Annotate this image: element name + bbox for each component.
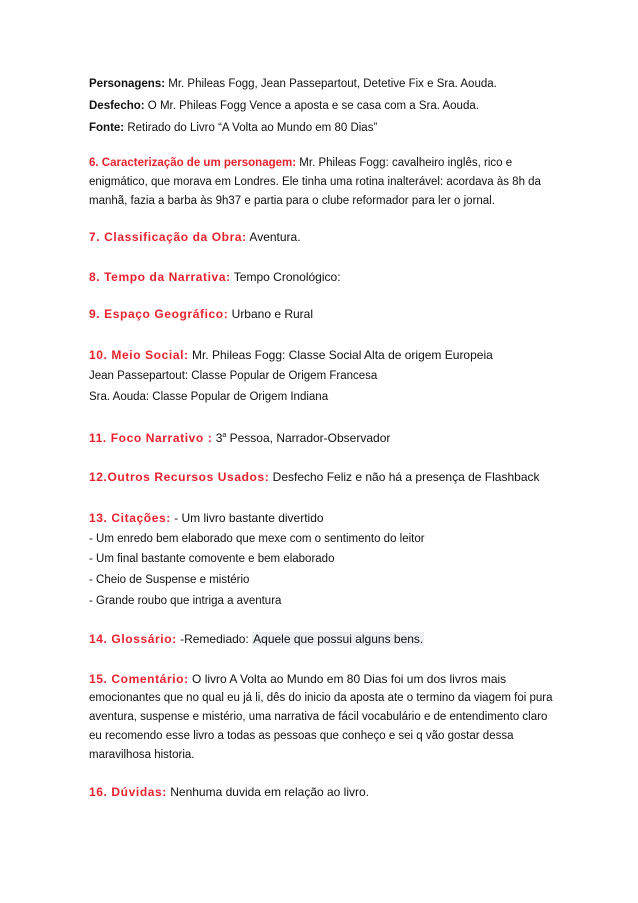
section-10-line-2: Jean Passepartout: Classe Popular de Origem Francesa [89,370,378,382]
section-13-heading: 13. Citações: [89,511,171,525]
section-6-heading: 6. Caracterização de um personagem: [89,157,297,169]
section-10-line-1 [89,348,493,363]
section-15-text: O livro A Volta ao Mundo em 80 Dias foi um dos livros mais [188,672,507,686]
section-14-heading: 14. Glossário: [89,632,177,646]
fonte-text: Retirado do Livro “A Volta ao Mundo em 80 Dias” [124,122,378,134]
section-11-line [89,428,390,446]
section-9-line [89,307,313,322]
section-14-text: -Remediado: [176,632,253,646]
section-8-line [89,270,341,285]
section-8-heading: 8. Tempo da Narrativa: [89,270,231,284]
section-15-line-5: maravilhosa historia. [89,749,195,761]
section-12-line [89,470,540,485]
section-16-line [89,785,369,800]
section-10-text: Mr. Phileas Fogg: Classe Social Alta de origem Europeia [188,348,493,362]
section-7-text: Aventura. [246,230,301,244]
section-14-highlight: Aquele que possui alguns bens. [253,632,424,646]
section-8-text: Tempo Cronológico: [230,270,341,284]
section-15-line-4: eu recomendo esse livro a todas as pessoas que conheço e sei q vão gostar dessa [89,730,514,742]
personagens-line [89,77,497,92]
section-6-line-2: enigmático, que morava em Londres. Ele tinha uma rotina inalterável: acordava às 8h da [89,176,541,188]
personagens-text: Mr. Phileas Fogg, Jean Passepartout, Detetive Fix e Sra. Aouda. [165,78,497,90]
section-15-line-2: emocionantes que no qual eu já li, dês do inicio da aposta ate o termino da viagem foi pura [89,692,553,704]
section-11-number: 3 [212,431,223,445]
section-13-line-1 [89,511,324,526]
section-11-text: Pessoa, Narrador-Observador [226,431,391,445]
personagens-label: Personagens: [89,78,166,90]
section-15-line-1 [89,672,506,687]
section-11-ordinal: a [222,432,227,439]
section-13-line-2: - Um enredo bem elaborado que mexe com o sentimento do leitor [89,533,425,545]
section-15-heading: 15. Comentário: [89,672,189,686]
section-6-line-3: manhã, fazia a barba às 9h37 e partia para o clube reformador para ler o jornal. [89,195,495,207]
section-13-line-3: - Um final bastante comovente e bem elaborado [89,553,335,565]
section-10-heading: 10. Meio Social: [89,348,189,362]
section-6-text: Mr. Phileas Fogg: cavalheiro inglês, rico e [296,157,513,169]
section-16-text: Nenhuma duvida em relação ao livro. [166,785,370,799]
section-16-heading: 16. Dúvidas: [89,785,167,799]
section-15-line-3: aventura, suspense e mistério, uma narrativa de fácil vocabulário e de entendimento claro [89,711,548,723]
section-9-text: Urbano e Rural [228,307,314,321]
section-13-line-4: - Cheio de Suspense e mistério [89,574,250,586]
section-11-heading: 11. Foco Narrativo : [89,431,213,445]
section-7-heading: 7. Classificação da Obra: [89,230,247,244]
desfecho-line [89,99,479,114]
desfecho-text: O Mr. Phileas Fogg Vence a aposta e se casa com a Sra. Aouda. [144,100,479,112]
section-7-line [89,230,301,245]
section-14-line [89,632,424,647]
section-6-line-1 [89,156,512,171]
section-13-text: - Um livro bastante divertido [170,511,324,525]
section-13-line-5: - Grande roubo que intriga a aventura [89,595,282,607]
section-12-heading: 12.Outros Recursos Usados: [89,470,270,484]
section-10-line-3: Sra. Aouda: Classe Popular de Origem Indiana [89,391,329,403]
fonte-line [89,121,377,136]
section-9-heading: 9. Espaço Geográfico: [89,307,229,321]
section-12-text: Desfecho Feliz e não há a presença de Flashback [269,470,540,484]
desfecho-label: Desfecho: [89,100,145,112]
fonte-label: Fonte: [89,122,125,134]
